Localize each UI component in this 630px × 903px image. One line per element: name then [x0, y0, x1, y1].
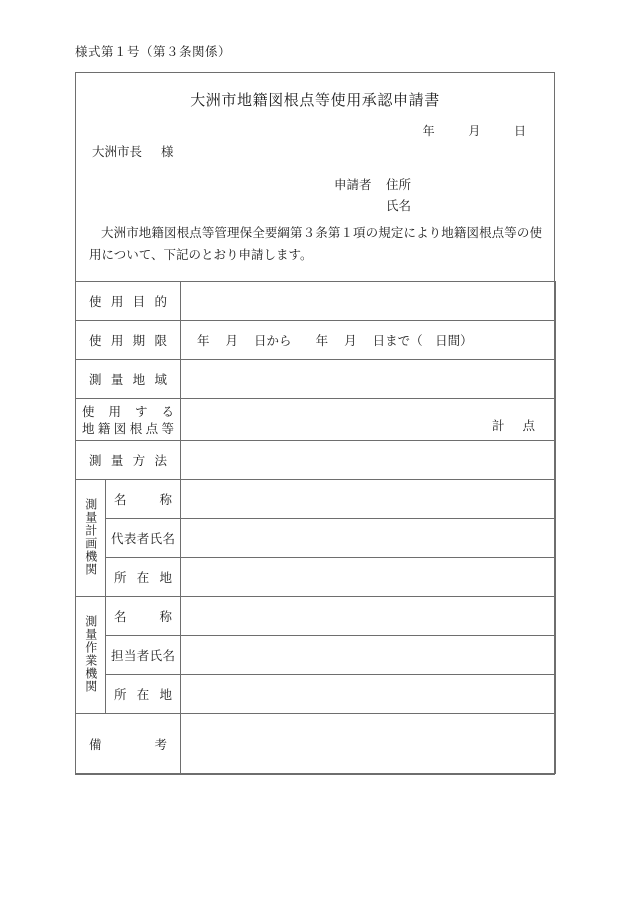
form-frame: [75, 72, 555, 775]
points-used-label-line2: 地籍図根点等: [82, 420, 175, 436]
row-label-period: [76, 321, 181, 360]
row-value-points-used[interactable]: [181, 399, 556, 441]
page-title: 大洲市地籍図根点等使用承認申請書: [190, 91, 440, 109]
table-row-work-org-name: [76, 597, 556, 636]
form-header-area: [76, 73, 554, 281]
period-from-day: 日から: [254, 333, 292, 348]
row-value-work-org-contact[interactable]: [181, 636, 556, 675]
row-value-survey-area[interactable]: [181, 360, 556, 399]
points-total-line: [492, 416, 535, 434]
row-label-planning-org-name-text: 名称: [114, 492, 173, 507]
row-value-purpose[interactable]: [181, 282, 556, 321]
addressee-honorific: 様: [160, 144, 174, 159]
row-label-work-org-name-text: 名称: [114, 609, 173, 624]
table-row-purpose: [76, 282, 556, 321]
addressee-line: [92, 142, 174, 160]
table-row-points-used: [76, 399, 556, 441]
form-number-label: 様式第１号（第３条関係）: [75, 44, 232, 59]
row-value-survey-method[interactable]: [181, 441, 556, 480]
date-month-label: 月: [468, 124, 481, 138]
addressee-name: 大洲市長: [92, 144, 143, 159]
row-label-purpose-text: 使用目的: [89, 294, 168, 309]
date-line: [423, 122, 526, 139]
applicant-address-label: 住所: [386, 177, 412, 192]
period-to-month: 月: [344, 333, 357, 348]
period-from-month: 月: [225, 333, 239, 348]
date-day-label: 日: [513, 124, 526, 138]
row-label-remarks-text: 備考: [89, 736, 168, 752]
table-row-planning-org-rep: [76, 519, 556, 558]
points-total-label: 計: [491, 418, 505, 433]
row-label-planning-org-rep-text: 代表者氏名: [111, 531, 176, 546]
table-row-work-org-address: [76, 675, 556, 714]
row-value-work-org-name[interactable]: [181, 597, 556, 636]
row-label-planning-org-name: [106, 480, 181, 519]
applicant-address-row: [334, 174, 411, 195]
row-label-work-org-contact: [106, 636, 181, 675]
vertical-label-work-org-text: 測量作業機関: [83, 614, 98, 693]
table-row-planning-org-address: [76, 558, 556, 597]
row-value-work-org-address[interactable]: [181, 675, 556, 714]
vertical-label-planning-org-text: 測量計画機関: [83, 497, 98, 576]
table-row-planning-org-name: [76, 480, 556, 519]
period-date-range: [181, 333, 473, 348]
row-value-planning-org-rep[interactable]: [181, 519, 556, 558]
points-unit-label: 点: [522, 418, 536, 433]
applicant-label: 申請者: [334, 177, 372, 192]
row-value-period[interactable]: [181, 321, 556, 360]
row-label-work-org-contact-text: 担当者氏名: [111, 648, 176, 663]
table-row-survey-method: [76, 441, 556, 480]
points-used-label-line1: 使用する: [82, 403, 175, 419]
period-from-year: 年: [197, 333, 210, 348]
period-to-year: 年: [315, 333, 329, 348]
table-row-remarks: [76, 714, 556, 774]
period-days-count: （ 日間）: [410, 333, 473, 348]
date-year-label: 年: [422, 124, 435, 138]
row-label-period-text: 使用期限: [89, 333, 168, 348]
row-label-survey-area-text: 測量地域: [89, 372, 168, 387]
row-value-planning-org-name[interactable]: [181, 480, 556, 519]
applicant-name-label: 氏名: [386, 198, 412, 213]
row-label-remarks: [76, 714, 181, 774]
row-label-work-org-address: [106, 675, 181, 714]
application-table: [75, 281, 556, 774]
row-label-points-used: [76, 399, 181, 441]
row-label-survey-method: [76, 441, 181, 480]
row-value-remarks[interactable]: [181, 714, 556, 774]
table-row-work-org-contact: [76, 636, 556, 675]
vertical-label-planning-org: [76, 480, 106, 597]
table-row-survey-area: [76, 360, 556, 399]
row-label-work-org-address-text: 所在地: [114, 687, 173, 702]
row-label-purpose: [76, 282, 181, 321]
row-label-planning-org-address: [106, 558, 181, 597]
applicant-name-row: [334, 195, 411, 216]
table-row-period: [76, 321, 556, 360]
vertical-label-work-org: [76, 597, 106, 714]
row-value-planning-org-address[interactable]: [181, 558, 556, 597]
row-label-work-org-name: [106, 597, 181, 636]
applicant-block: [334, 174, 411, 216]
row-label-survey-method-text: 測量方法: [89, 453, 168, 468]
row-label-planning-org-address-text: 所在地: [114, 570, 173, 585]
row-label-planning-org-rep: [106, 519, 181, 558]
row-label-survey-area: [76, 360, 181, 399]
body-paragraph: 大洲市地籍図根点等管理保全要綱第３条第１項の規定により地籍図根点等の使用について、下記のとおり申請します。: [89, 225, 542, 262]
period-to-day: 日まで: [372, 333, 411, 348]
row-label-points-used-lines: [76, 403, 180, 437]
